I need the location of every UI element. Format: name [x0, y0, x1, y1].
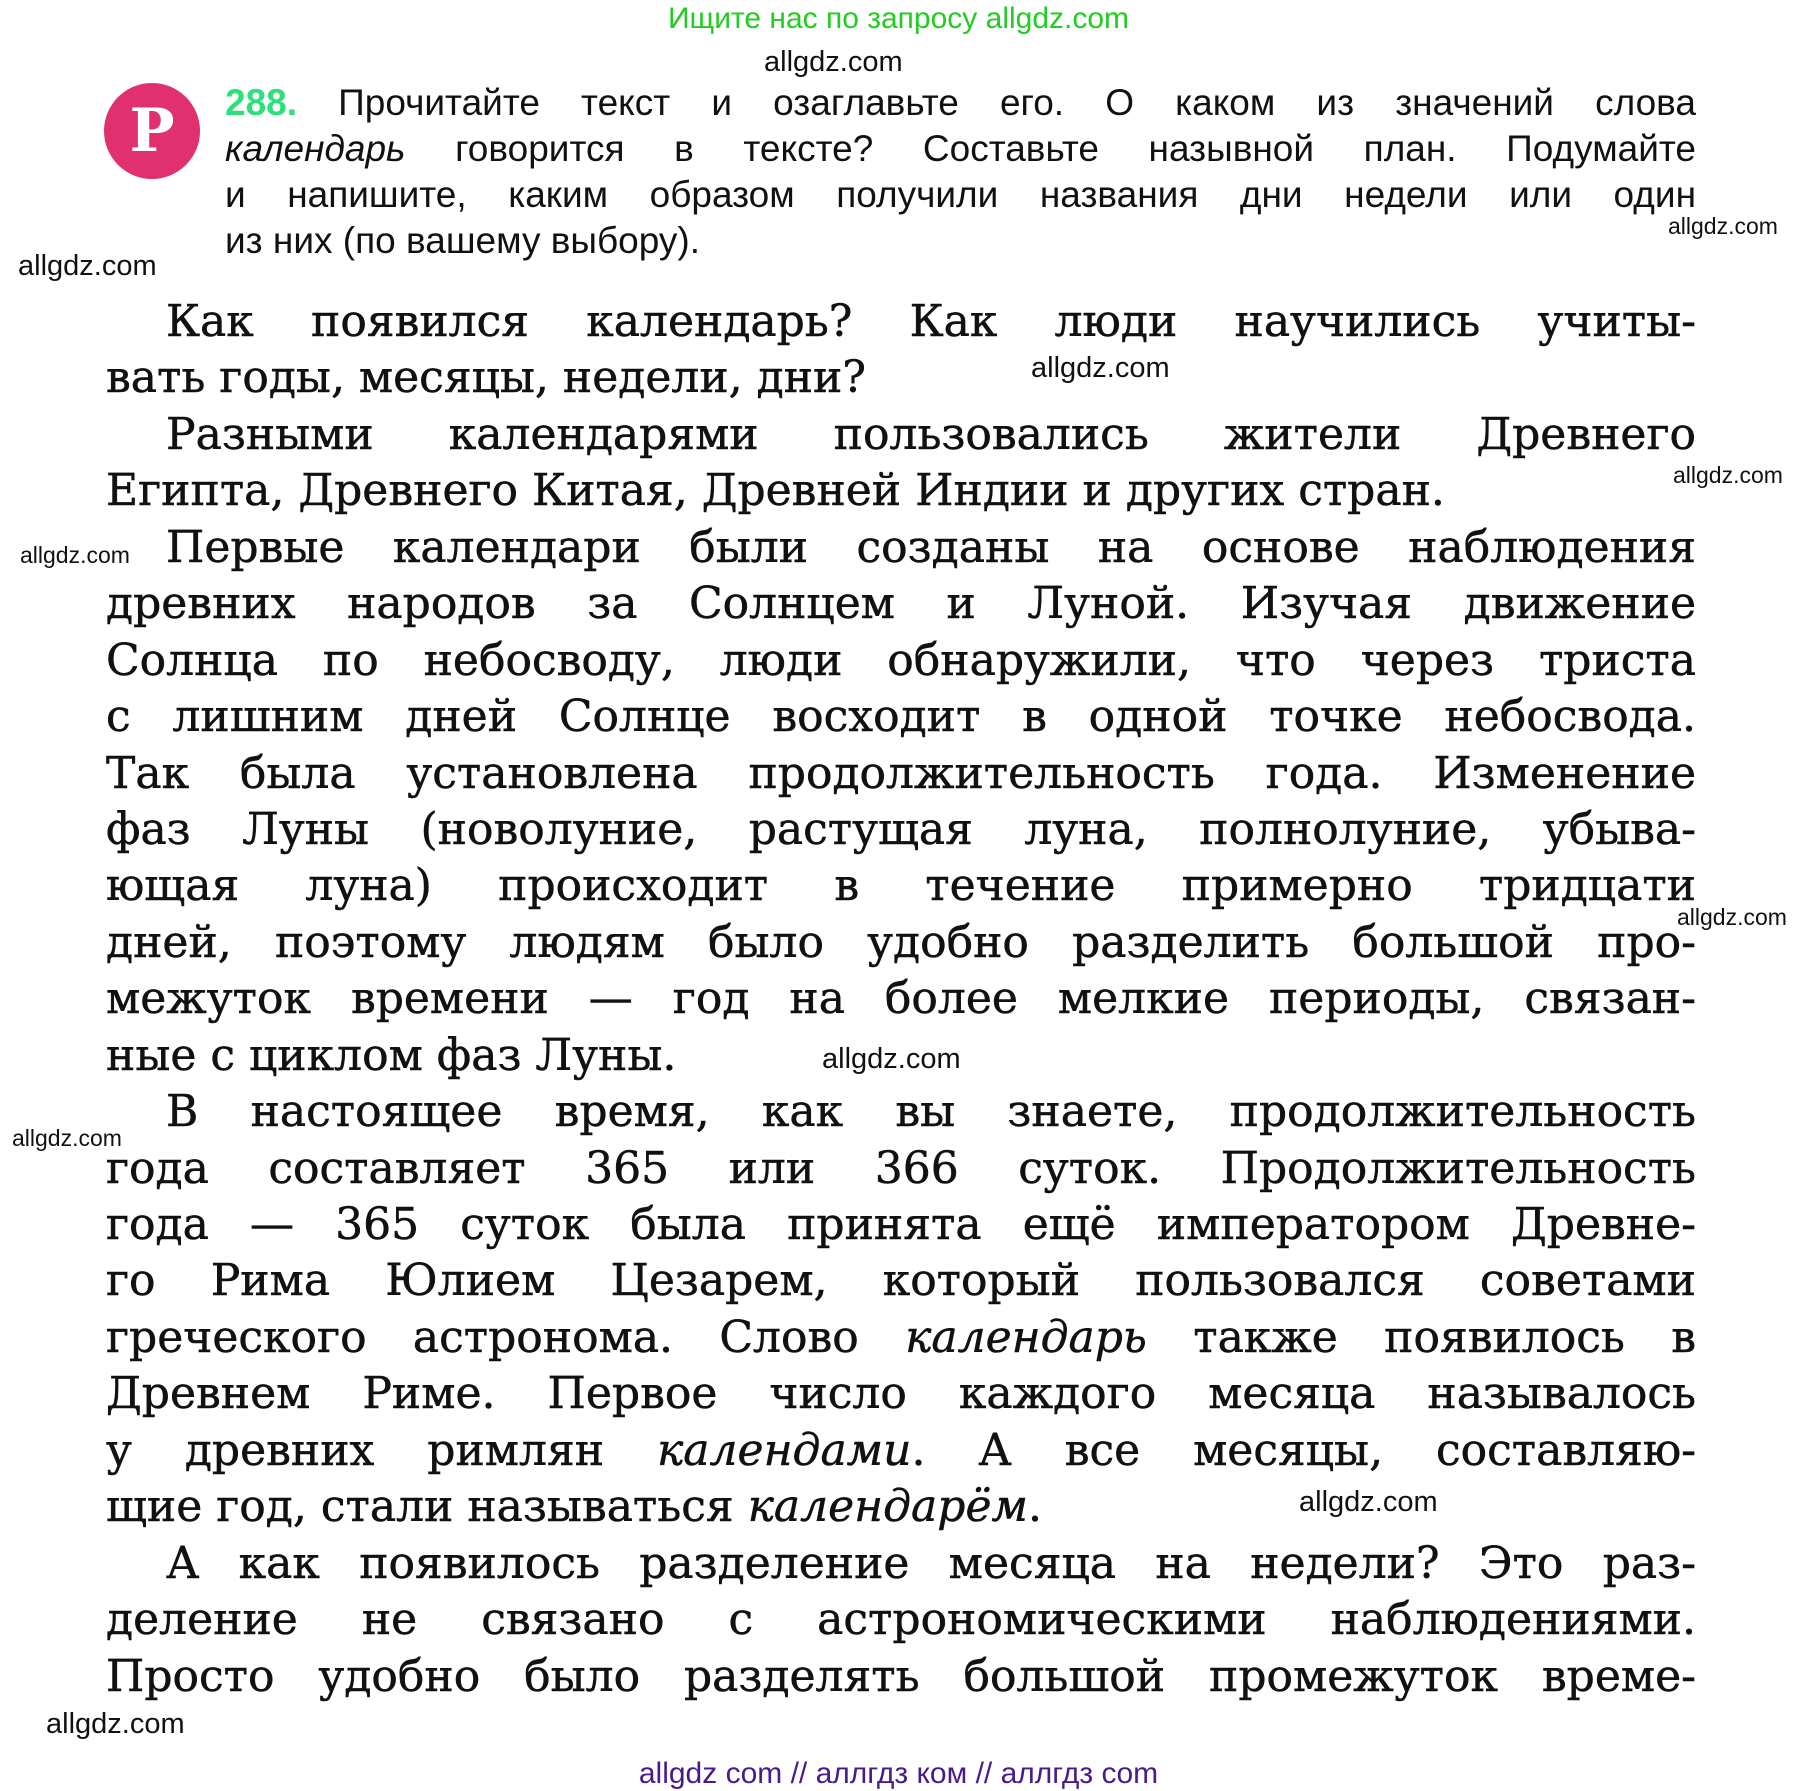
italic-term: календарь: [905, 1311, 1147, 1363]
text-segment: года составляет 365 или 366 суток. Продолжительность: [106, 1142, 1696, 1194]
watermark: allgdz.com: [12, 1125, 122, 1151]
text-segment: дней, поэтому людям было удобно разделить большой про-: [106, 916, 1696, 968]
text-segment: Так была установлена продолжительность года. Изменение: [106, 747, 1696, 799]
watermark: allgdz.com: [1299, 1486, 1438, 1518]
text-line: [106, 633, 1696, 689]
watermark: allgdz.com: [1673, 462, 1783, 488]
text-line: [106, 1479, 1696, 1535]
text-segment: го Рима Юлием Цезарем, который пользовался советами: [106, 1255, 1696, 1307]
text-segment: фаз Луны (новолуние, растущая луна, полнолуние, убыва-: [106, 803, 1696, 855]
text-line: [106, 1197, 1696, 1253]
text-line: [106, 1592, 1696, 1648]
text-segment: Древнем Риме. Первое число каждого месяца называлось: [106, 1368, 1696, 1420]
exercise-number: 288.: [225, 82, 298, 123]
speech-task-badge-icon: Р: [104, 83, 200, 179]
watermark: allgdz.com: [1031, 352, 1170, 384]
text-line: [106, 407, 1696, 463]
text-segment: у древних римлян: [106, 1424, 658, 1476]
text-line: [106, 1649, 1696, 1705]
italic-term: календами: [657, 1424, 912, 1476]
search-banner: Ищите нас по запросу allgdz.com: [667, 2, 1130, 35]
watermark: allgdz.com: [18, 250, 157, 282]
text-segment: Солнца по небосводу, люди обнаружили, что через триста: [106, 634, 1696, 686]
italic-term: календарь: [225, 128, 406, 169]
task-line: [225, 218, 1696, 264]
italic-term: календарём: [747, 1481, 1028, 1533]
task-line: [225, 80, 1696, 126]
text-line: [106, 802, 1696, 858]
text-segment: ющая луна) происходит в течение примерно тридцати: [106, 860, 1696, 912]
text-segment: Разными календарями пользовались жители Древнего: [166, 408, 1696, 460]
text-line: [106, 1310, 1696, 1366]
text-line: [106, 1084, 1696, 1140]
text-segment: деление не связано с астрономическими наблюдениями.: [106, 1594, 1696, 1646]
footer-watermark: allgdz com // аллгдз ком // аллгдз com: [638, 1757, 1159, 1790]
text-line: [106, 294, 1696, 350]
text-segment: с лишним дней Солнце восходит в одной точке небосвода.: [106, 691, 1696, 743]
text-segment: А как появилось разделение месяца на недели? Это раз-: [166, 1537, 1696, 1589]
text-line: [106, 1536, 1696, 1592]
text-line: [106, 576, 1696, 632]
text-segment: из них (по вашему выбору).: [225, 220, 701, 261]
text-segment: также появилось в: [1146, 1311, 1696, 1363]
text-segment: говорится в тексте? Составьте назывной план. Подумайте: [405, 128, 1696, 169]
watermark: allgdz.com: [1677, 904, 1787, 930]
text-line: [106, 1253, 1696, 1309]
text-line: [106, 1423, 1696, 1479]
text-segment: древних народов за Солнцем и Луной. Изучая движение: [106, 578, 1696, 630]
text-line: [106, 971, 1696, 1027]
text-line: [106, 463, 1696, 519]
watermark: allgdz.com: [46, 1708, 185, 1740]
text-segment: Египта, Древнего Китая, Древней Индии и других стран.: [106, 465, 1445, 517]
reading-text: [106, 294, 1696, 1705]
text-line: [106, 520, 1696, 576]
text-segment: греческого астронома. Слово: [106, 1311, 906, 1363]
text-line: [106, 350, 1696, 406]
text-line: [106, 689, 1696, 745]
text-segment: вать годы, месяцы, недели, дни?: [106, 352, 866, 404]
text-segment: .: [1027, 1481, 1042, 1533]
text-line: [106, 1141, 1696, 1197]
text-line: [106, 746, 1696, 802]
task-instructions: [225, 80, 1696, 264]
text-segment: щие год, стали называться: [106, 1481, 748, 1533]
text-segment: Первые календари были созданы на основе наблюдения: [166, 521, 1696, 573]
text-segment: В настоящее время, как вы знаете, продолжительность: [166, 1086, 1696, 1138]
text-line: [106, 1366, 1696, 1422]
watermark: allgdz.com: [1668, 213, 1778, 239]
text-segment: Просто удобно было разделять большой промежуток време-: [106, 1650, 1696, 1702]
text-segment: года — 365 суток была принята ещё императором Древне-: [106, 1199, 1696, 1250]
watermark: allgdz.com: [20, 542, 130, 568]
text-segment: Прочитайте текст и озаглавьте его. О каком из значений слова: [338, 82, 1697, 123]
watermark: allgdz.com: [822, 1043, 961, 1075]
text-line: [106, 1028, 1696, 1084]
text-segment: ные с циклом фаз Луны.: [106, 1029, 677, 1081]
task-line: [225, 126, 1696, 172]
text-segment: Как появился календарь? Как люди научились учиты-: [166, 296, 1696, 347]
watermark: allgdz.com: [764, 46, 903, 78]
text-segment: межуток времени — год на более мелкие периоды, связан-: [106, 973, 1696, 1025]
text-segment: . А все месяцы, составляю-: [911, 1424, 1696, 1476]
task-line: [225, 172, 1696, 218]
text-line: [106, 858, 1696, 914]
text-line: [106, 915, 1696, 971]
text-segment: и напишите, каким образом получили названия дни недели или один: [225, 174, 1696, 215]
